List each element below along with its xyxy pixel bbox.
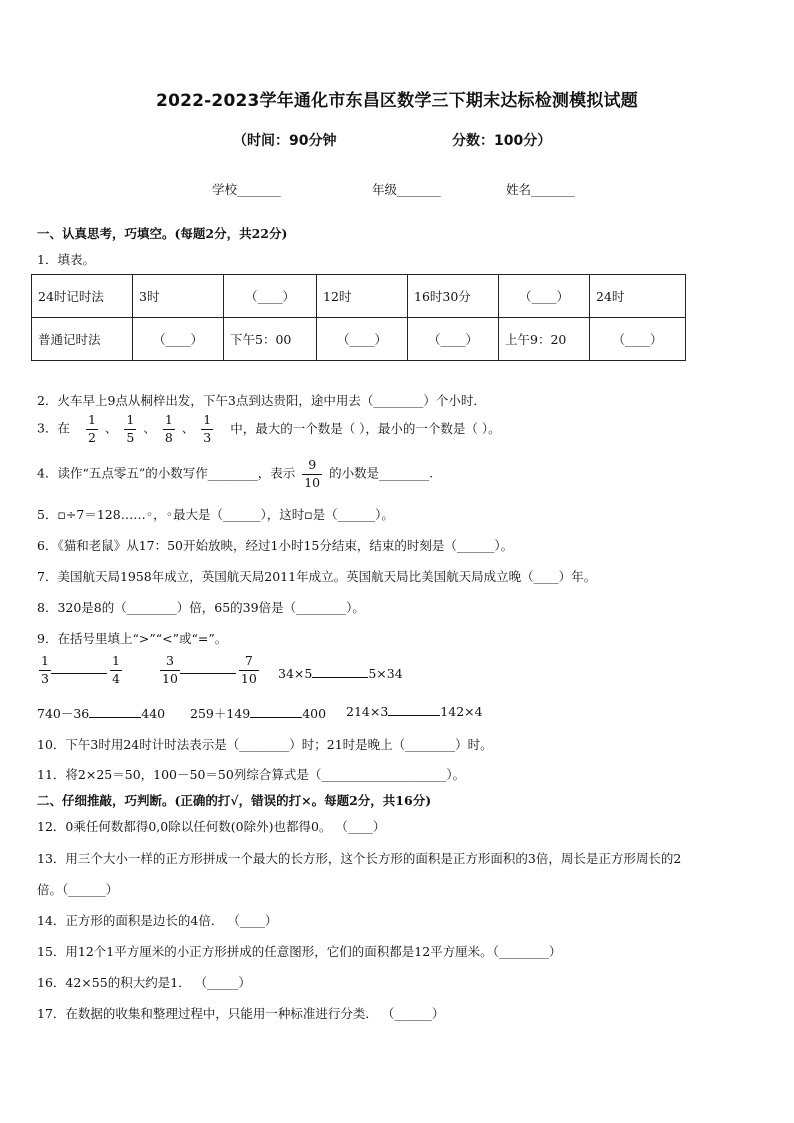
answer-blank[interactable] <box>89 717 141 718</box>
time-conversion-table <box>31 274 686 361</box>
answer-blank[interactable] <box>51 673 107 674</box>
q4-prefix: 4．读作“五点零五”的小数写作________，表示 <box>37 465 296 481</box>
table-cell-blank[interactable]: （____） <box>133 318 224 361</box>
question-12: 12．0乘任何数都得0,0除以任何数(0除外)也都得0。 （____） <box>37 819 386 834</box>
fraction: $\frac{9}{10}$ <box>304 457 321 490</box>
fraction: $\frac{7}{10}$ <box>240 653 257 686</box>
table-row <box>32 318 686 361</box>
question-6: 6．《猫和老鼠》从17：50开始放映，经过1小时15分结束，结束的时刻是（______）。 <box>37 538 514 553</box>
fraction: $\frac{1}{3}$ <box>203 412 212 445</box>
answer-blank[interactable] <box>312 677 368 678</box>
question-14: 14．正方形的面积是边长的4倍． （____） <box>37 913 278 928</box>
question-17: 17．在数据的收集和整理过程中，只能用一种标准进行分类． （______） <box>37 1006 445 1021</box>
table-cell-blank[interactable]: （____） <box>408 318 499 361</box>
q4-suffix: 的小数是________. <box>329 465 434 481</box>
table-cell: 16时30分 <box>408 275 499 318</box>
question-13-cont: 倍。（______） <box>37 882 119 897</box>
question-13: 13．用三个大小一样的正方形拼成一个最大的长方形，这个长方形的面积是正方形面积的3倍，周长是正方形周长的2 <box>37 851 682 866</box>
compare-item: 259＋149 400 <box>190 706 327 721</box>
compare-item: 214×3 142×4 <box>346 704 483 719</box>
name-field[interactable]: 姓名_______ <box>506 182 575 197</box>
table-cell-blank[interactable]: （____） <box>499 275 590 318</box>
school-field[interactable]: 学校_______ <box>212 182 281 197</box>
compare-item <box>160 655 262 685</box>
fraction: $\frac{1}{2}$ <box>87 412 96 445</box>
section-heading-2: 二、仔细推敲，巧判断。(正确的打√，错误的打×。每题2分，共16分) <box>37 793 432 808</box>
question-4 <box>37 459 433 489</box>
compare-item: 740－36 440 <box>37 706 166 721</box>
question-3: 3．在 $\frac{1}{2}$ 、 $\frac{1}{5}$ 、 $\frac{1}{8}$ 、 $\frac{1}{3}$ 中，最大的一个数是（ ），最小的一个数是（ ）。 <box>37 412 501 445</box>
table-row <box>32 275 686 318</box>
table-cell: 下午5：00 <box>224 318 317 361</box>
answer-blank[interactable] <box>388 715 440 716</box>
section-heading-1: 一、认真思考，巧填空。(每题2分，共22分) <box>37 226 288 241</box>
exam-score: 分数：100分） <box>452 133 552 149</box>
table-cell-blank[interactable]: （____） <box>317 318 408 361</box>
table-cell: 上午9：20 <box>499 318 590 361</box>
table-cell: 24时记时法 <box>32 275 133 318</box>
question-15: 15．用12个1平方厘米的小正方形拼成的任意图形，它们的面积都是12平方厘米。（________） <box>37 944 562 959</box>
answer-blank[interactable] <box>250 717 302 718</box>
exam-time: （时间：90分钟 <box>233 133 337 149</box>
table-cell: 24时 <box>590 275 686 318</box>
page-title: 2022-2023学年通化市东昌区数学三下期末达标检测模拟试题 <box>156 91 638 111</box>
fraction: $\frac{1}{3}$ <box>41 653 49 686</box>
table-cell-blank[interactable]: （____） <box>590 318 686 361</box>
fraction: $\frac{1}{5}$ <box>126 412 135 445</box>
question-8: 8．320是8的（________）倍，65的39倍是（________）。 <box>37 600 365 615</box>
question-7: 7．美国航天局1958年成立，英国航天局2011年成立。英国航天局比美国航天局成立晚（____）年。 <box>37 569 597 584</box>
grade-field[interactable]: 年级_______ <box>372 182 441 197</box>
compare-item <box>39 655 125 685</box>
question-5: 5．▫÷7＝128……◦，◦最大是（______），这时▫是（______）。 <box>37 507 394 522</box>
compare-item: 34×5 5×34 <box>278 666 403 681</box>
q3-suffix: 中，最大的一个数是（ ），最小的一个数是（ ）。 <box>230 420 501 436</box>
question-16: 16．42×55的积大约是1． （_____） <box>37 975 251 990</box>
q3-prefix: 3．在 <box>37 420 70 436</box>
question-9: 9．在括号里填上“>”“<”或“=”。 <box>37 631 228 646</box>
table-cell: 3时 <box>133 275 224 318</box>
fraction: $\frac{1}{4}$ <box>111 653 120 686</box>
fraction: $\frac{1}{8}$ <box>164 412 173 445</box>
question-2: 2．火车早上9点从桐梓出发，下午3点到达贵阳，途中用去（________）个小时． <box>37 393 486 408</box>
question-1: 1．填表。 <box>37 252 95 267</box>
question-10: 10．下午3时用24时计时法表示是（________）时；21时是晚上（________）时。 <box>37 737 493 752</box>
table-cell: 12时 <box>317 275 408 318</box>
table-cell-blank[interactable]: （____） <box>224 275 317 318</box>
answer-blank[interactable] <box>180 673 236 674</box>
table-cell: 普通记时法 <box>32 318 133 361</box>
question-11: 11．将2×25＝50，100－50＝50列综合算式是（____________________）。 <box>37 767 466 782</box>
fraction: $\frac{3}{10}$ <box>162 653 178 686</box>
